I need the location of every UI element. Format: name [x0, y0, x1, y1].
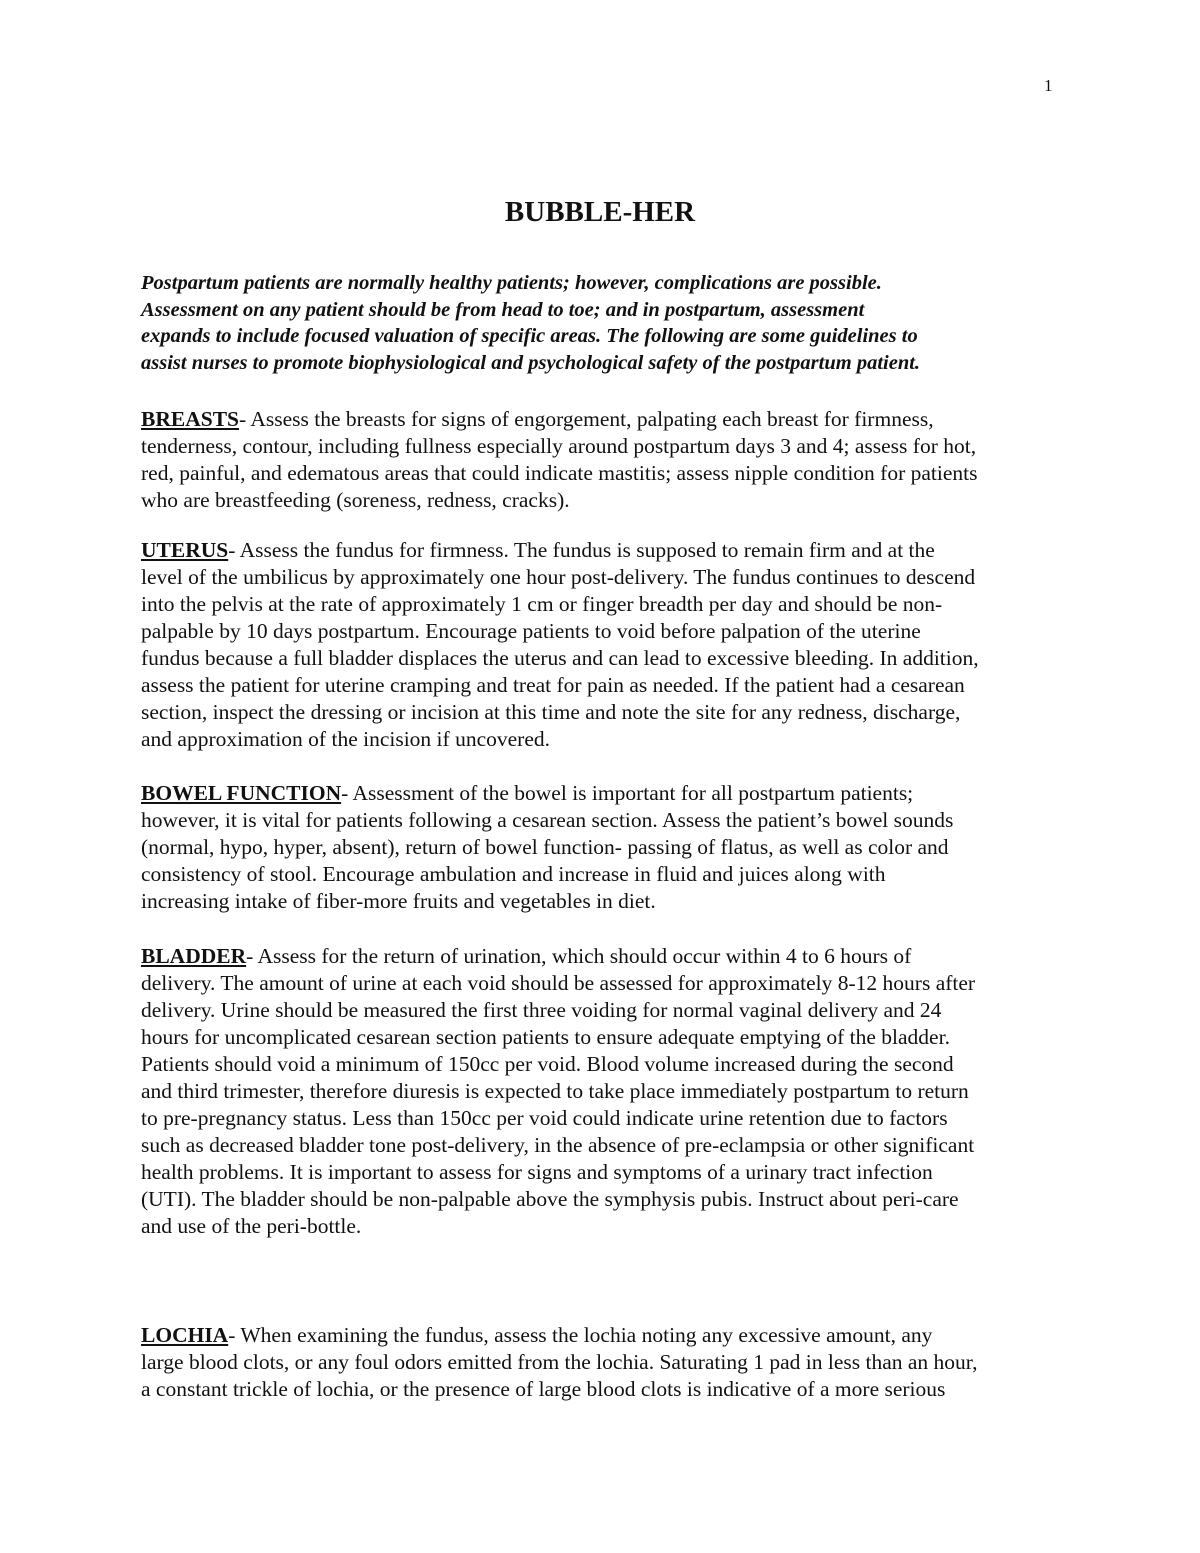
section-heading: UTERUS [141, 538, 229, 562]
section-heading: BREASTS [141, 407, 239, 431]
section-heading: BOWEL FUNCTION [141, 781, 342, 805]
section-heading: BLADDER [141, 944, 247, 968]
section-breasts [141, 406, 1081, 514]
intro-line: Postpartum patients are normally healthy patients; however, complications are possible. [141, 272, 882, 294]
section-line: (normal, hypo, hyper, absent), return of bowel function- passing of flatus, as well as color and [141, 835, 949, 859]
section-line: tenderness, contour, including fullness especially around postpartum days 3 and 4; assess for hot, [141, 434, 977, 458]
section-line: into the pelvis at the rate of approximately 1 cm or finger breadth per day and should be non- [141, 592, 943, 616]
section-line: fundus because a full bladder displaces the uterus and can lead to excessive bleeding. In addition, [141, 646, 979, 670]
section-line: consistency of stool. Encourage ambulation and increase in fluid and juices along with [141, 862, 886, 886]
section-line [141, 406, 1081, 433]
section-line: increasing intake of fiber-more fruits and vegetables in diet. [141, 889, 656, 913]
section-line: a constant trickle of lochia, or the presence of large blood clots is indicative of a more serious [141, 1377, 946, 1401]
section-text: - When examining the fundus, assess the lochia noting any excessive amount, any [228, 1323, 933, 1347]
section-text: - Assess the breasts for signs of engorgement, palpating each breast for firmness, [239, 407, 934, 431]
section-line: level of the umbilicus by approximately one hour post-delivery. The fundus continues to descend [141, 565, 976, 589]
section-lochia [141, 1322, 1081, 1403]
section-line: section, inspect the dressing or incision at this time and note the site for any redness, discharge, [141, 700, 961, 724]
section-bladder [141, 943, 1081, 1240]
section-line: assess the patient for uterine cramping and treat for pain as needed. If the patient had a cesarean [141, 673, 965, 697]
section-line: delivery. Urine should be measured the first three voiding for normal vaginal delivery and 24 [141, 998, 942, 1022]
section-text: - Assess for the return of urination, which should occur within 4 to 6 hours of [246, 944, 912, 968]
section-line [141, 943, 1081, 970]
section-line: hours for uncomplicated cesarean section patients to ensure adequate emptying of the bladder. [141, 1025, 950, 1049]
section-line: red, painful, and edematous areas that could indicate mastitis; assess nipple condition for patients [141, 461, 978, 485]
section-line: who are breastfeeding (soreness, redness, cracks). [141, 488, 570, 512]
intro-paragraph [141, 270, 1081, 376]
section-line: health problems. It is important to assess for signs and symptoms of a urinary tract infection [141, 1160, 933, 1184]
section-bowel-function [141, 780, 1081, 915]
section-line: to pre-pregnancy status. Less than 150cc per void could indicate urine retention due to factors [141, 1106, 948, 1130]
section-line: large blood clots, or any foul odors emitted from the lochia. Saturating 1 pad in less than an hour, [141, 1350, 978, 1374]
section-text: - Assess the fundus for firmness. The fundus is supposed to remain firm and at the [228, 538, 935, 562]
intro-line: Assessment on any patient should be from head to toe; and in postpartum, assessment [141, 298, 865, 321]
section-text: - Assessment of the bowel is important for all postpartum patients; [341, 781, 914, 805]
document-title: BUBBLE-HER [504, 196, 696, 228]
section-line [141, 1322, 1081, 1349]
section-line: and third trimester, therefore diuresis is expected to take place immediately postpartum to return [141, 1079, 969, 1103]
section-line [141, 780, 1081, 807]
page-number: 1 [1044, 76, 1053, 95]
section-line: delivery. The amount of urine at each void should be assessed for approximately 8-12 hours after [141, 971, 976, 995]
section-line: Patients should void a minimum of 150cc per void. Blood volume increased during the second [141, 1052, 954, 1076]
section-line: (UTI). The bladder should be non-palpable above the symphysis pubis. Instruct about peri-care [141, 1187, 959, 1211]
section-line [141, 537, 1081, 564]
section-line: palpable by 10 days postpartum. Encourage patients to void before palpation of the uterine [141, 619, 921, 643]
section-line: and use of the peri-bottle. [141, 1214, 362, 1238]
section-heading: LOCHIA [141, 1323, 229, 1347]
intro-line: expands to include focused valuation of specific areas. The following are some guidelines to [141, 325, 918, 347]
section-line: and approximation of the incision if uncovered. [141, 727, 550, 751]
section-uterus [141, 537, 1081, 753]
intro-line: assist nurses to promote biophysiological and psychological safety of the postpartum patient. [141, 351, 921, 374]
section-line: such as decreased bladder tone post-delivery, in the absence of pre-eclampsia or other significant [141, 1133, 975, 1157]
section-line: however, it is vital for patients following a cesarean section. Assess the patient’s bowel sounds [141, 808, 954, 832]
